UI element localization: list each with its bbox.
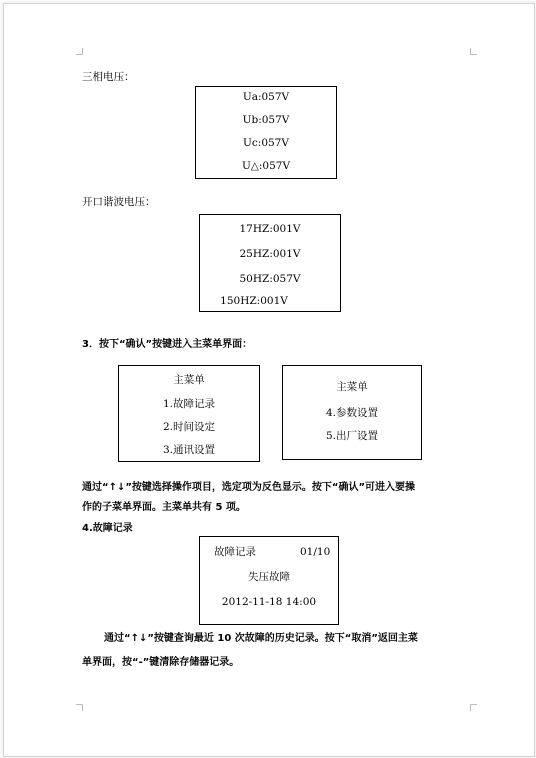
step3-heading: 3．按下“确认”按键进入主菜单界面： [82,339,253,350]
three-phase-uc: Uc:057V [243,137,289,149]
fault-record-title: 故障记录 [214,546,256,558]
main-menu-item-2: 2.时间设定 [162,421,216,433]
crop-mark-top-left [76,48,83,55]
harmonic-25hz: 25HZ:001V [239,248,301,260]
crop-mark-bottom-left [76,704,83,711]
menu-desc-line2: 作的子菜单界面。主菜单共有 5 项。 [82,502,246,513]
main-menu-left-title: 主菜单 [173,374,205,386]
three-phase-label: 三相电压： [82,71,135,83]
harmonic-label: 开口谐波电压： [82,196,156,208]
crop-mark-bottom-right [470,704,477,711]
main-menu-item-1: 1.故障记录 [162,398,216,410]
fault-record-type: 失压故障 [248,571,290,583]
fault-record-index: 01/10 [300,546,331,558]
harmonic-display [199,214,341,312]
harmonic-150hz: 150HZ:001V [220,295,288,307]
fault-record-display [199,536,339,625]
main-menu-item-3: 3.通讯设置 [162,444,216,456]
crop-mark-top-right [470,48,477,55]
step4-heading: 4.故障记录 [82,523,133,534]
main-menu-right-display [282,365,422,460]
fault-desc-line2: 单界面，按“-”键清除存储器记录。 [82,657,240,668]
harmonic-17hz: 17HZ:001V [239,223,301,235]
three-phase-udelta: U△:057V [241,160,291,172]
main-menu-left-display [118,365,260,462]
main-menu-right-title: 主菜单 [336,381,368,393]
fault-desc-line1: 通过“↑↓”按键查询最近 10 次故障的历史记录。按下“取消”返回主菜 [104,633,418,644]
three-phase-ub: Ub:057V [242,114,290,126]
main-menu-item-5: 5.出厂设置 [325,430,379,442]
main-menu-item-4: 4.参数设置 [325,407,379,419]
three-phase-display [195,86,337,179]
three-phase-ua: Ua:057V [242,91,290,103]
fault-record-datetime: 2012-11-18 14:00 [221,596,317,608]
menu-desc-line1: 通过“↑↓”按键选择操作项目，选定项为反色显示。按下“确认”可进入要操 [82,482,416,493]
harmonic-50hz: 50HZ:057V [239,273,301,285]
